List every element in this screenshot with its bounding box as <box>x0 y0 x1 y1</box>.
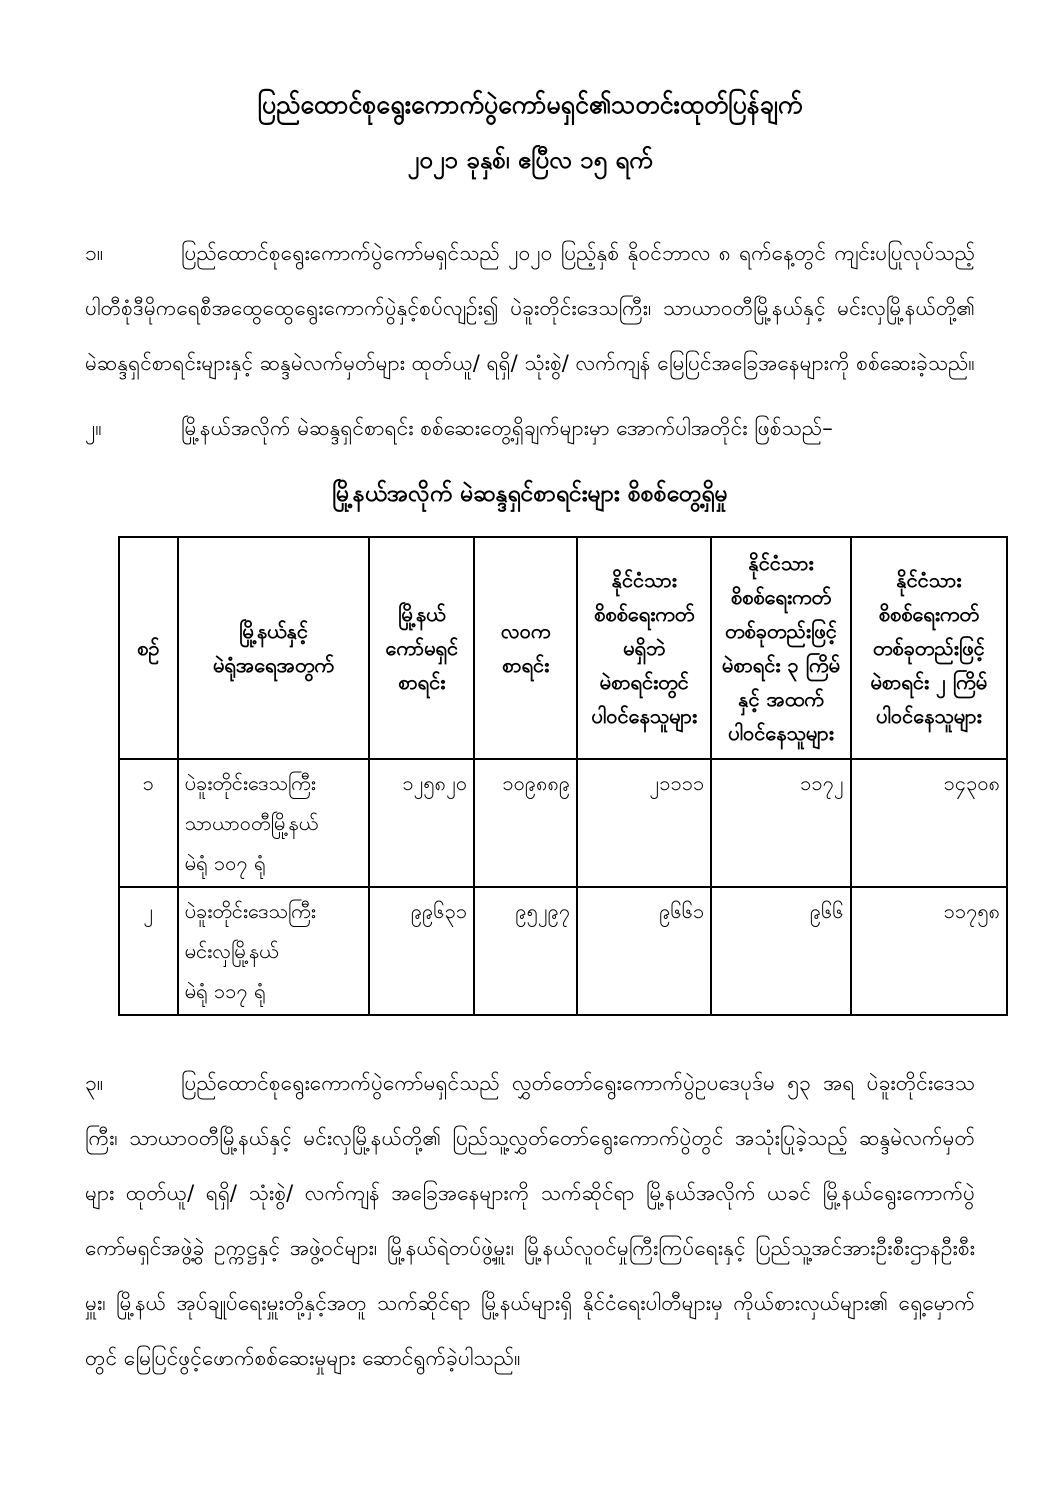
row1-commission-list: ၁၂၅၈၂၀ <box>369 759 474 887</box>
paragraph-3 <box>85 1056 975 1386</box>
voter-list-table <box>118 536 1008 1016</box>
header-immigration-list: လဝက စာရင်း <box>474 537 577 759</box>
row1-immigration-list: ၁၀၉၈၈၉ <box>474 759 577 887</box>
row1-nrc-2-times: ၁၄၃၀၈ <box>851 759 1007 887</box>
row2-immigration-list: ၉၅၂၉၇ <box>474 887 577 1015</box>
row2-nrc-2-times: ၁၁၇၅၈ <box>851 887 1007 1015</box>
header-nrc-2-times: နိုင်ငံသား စိစစ်ရေးကတ် တစ်ခုတည်းဖြင့် မဲစာရင်း ၂ ကြိမ် ပါဝင်နေသူများ <box>851 537 1007 759</box>
header-township-polling-stations: မြို့နယ်နှင့် မဲရုံအရေအတွက် <box>178 537 370 759</box>
paragraph-2-text: မြို့နယ်အလိုက် မဲဆန္ဒရှင်စာရင်း စစ်ဆေးတွေ့ရှိချက်များမှာ အောက်ပါအတိုင်း ဖြစ်သည်– <box>181 415 833 440</box>
row2-nrc-3-or-more-times: ၉၆၆ <box>711 887 850 1015</box>
paragraph-3-text: ပြည်ထောင်စုရွေးကောက်ပွဲကော်မရှင်သည် လွှတ်တော်ရွေးကောက်ပွဲဥပဒေပုဒ်မ ၅၃ အရ ပဲခူးတိုင်းဒေသကြီး၊ သာယာဝတီမြို့နယ်နှင့် မင်းလှမြို့နယ်တို့၏ ပြည်သူ့လွှတ်တော်ရွေးကောက်ပွဲတွင် အသုံးပြုခဲ့သည့် ဆန္ဒမဲလက်မှတ်များ ထုတ်ယူ/ ရရှိ/ သုံးစွဲ/ လက်ကျန် အခြေအနေများကို သက်ဆိုင်ရာ မြို့နယ်အလိုက် ယခင် မြို့နယ်ရွေးကောက်ပွဲကော်မရှင်အဖွဲ့ခွဲ ဥက္ကဋ္ဌနှင့် အဖွဲ့ဝင်များ၊ မြို့နယ်ရဲတပ်ဖွဲ့မှူး၊ မြို့နယ်လူဝင်မှုကြီးကြပ်ရေးနှင့် ပြည်သူ့အင်အားဦးစီးဌာနဦးစီးမှူး၊ မြို့နယ် အုပ်ချုပ်ရေးမှူးတို့နှင့်အတူ သက်ဆိုင်ရာ မြို့နယ်များရှိ နိုင်ငံရေးပါတီများမှ ကိုယ်စားလှယ်များ၏ ရှေ့မှောက်တွင် မြေပြင်ဖွင့်ဖောက်စစ်ဆေးမှုများ ဆောင်ရွက်ခဲ့ပါသည်။ <box>85 1070 975 1370</box>
table-header-row <box>119 537 1007 759</box>
row2-commission-list: ၉၉၆၃၁ <box>369 887 474 1015</box>
paragraph-3-number: ၃။ <box>85 1070 104 1095</box>
row1-township: ပဲခူးတိုင်းဒေသကြီး သာယာဝတီမြို့နယ် မဲရုံ ၁၀၇ ရုံ <box>178 759 370 887</box>
table-title: မြို့နယ်အလိုက် မဲဆန္ဒရှင်စာရင်းများ စိစစ်တွေ့ရှိမှု <box>332 480 728 507</box>
paragraph-1 <box>85 226 975 391</box>
paragraph-2 <box>85 401 975 456</box>
paragraph-1-number: ၁။ <box>85 240 104 265</box>
row2-township: ပဲခူးတိုင်းဒေသကြီး မင်းလှမြို့နယ် မဲရုံ ၁၁၇ ရုံ <box>178 887 370 1015</box>
row2-no-nrc-in-roll: ၉၆၆၁ <box>577 887 711 1015</box>
table-row <box>119 887 1007 1015</box>
document-date: ၂၀၂၁ ခုနှစ်၊ ဧပြီလ ၁၅ ရက် <box>407 145 653 174</box>
header-nrc-3-or-more-times: နိုင်ငံသား စိစစ်ရေးကတ် တစ်ခုတည်းဖြင့် မဲစာရင်း ၃ ကြိမ် နှင့် အထက် ပါဝင်နေသူများ <box>711 537 850 759</box>
header-commission-list: မြို့နယ် ကော်မရှင် စာရင်း <box>369 537 474 759</box>
row2-serial: ၂ <box>119 887 178 1015</box>
table-row <box>119 759 1007 887</box>
document-title: ပြည်ထောင်စုရွေးကောက်ပွဲကော်မရှင်၏သတင်းထုတ်ပြန်ချက် <box>257 90 803 119</box>
header-serial: စဉ် <box>119 537 178 759</box>
row1-nrc-3-or-more-times: ၁၁၇၂ <box>711 759 850 887</box>
paragraph-2-number: ၂။ <box>85 415 102 440</box>
paragraph-1-text: ပြည်ထောင်စုရွေးကောက်ပွဲကော်မရှင်သည် ၂၀၂၀ ပြည့်နှစ် နိုဝင်ဘာလ ၈ ရက်နေ့တွင် ကျင်းပပြုလုပ်သည့် ပါတီစုံဒီမိုကရေစီအထွေထွေရွေးကောက်ပွဲနှင့်စပ်လျဉ်း၍ ပဲခူးတိုင်းဒေသကြီး၊ သာယာဝတီမြို့နယ်နှင့် မင်းလှမြို့နယ်တို့၏ မဲဆန္ဒရှင်စာရင်းများနှင့် ဆန္ဒမဲလက်မှတ်များ ထုတ်ယူ/ ရရှိ/ သုံးစွဲ/ လက်ကျန် မြေပြင်အခြေအနေများကို စစ်ဆေးခဲ့သည်။ <box>85 240 975 375</box>
row1-serial: ၁ <box>119 759 178 887</box>
header-no-nrc-in-roll: နိုင်ငံသား စိစစ်ရေးကတ် မရှိဘဲ မဲစာရင်းတွင် ပါဝင်နေသူများ <box>577 537 711 759</box>
row1-no-nrc-in-roll: ၂၁၁၁၁ <box>577 759 711 887</box>
